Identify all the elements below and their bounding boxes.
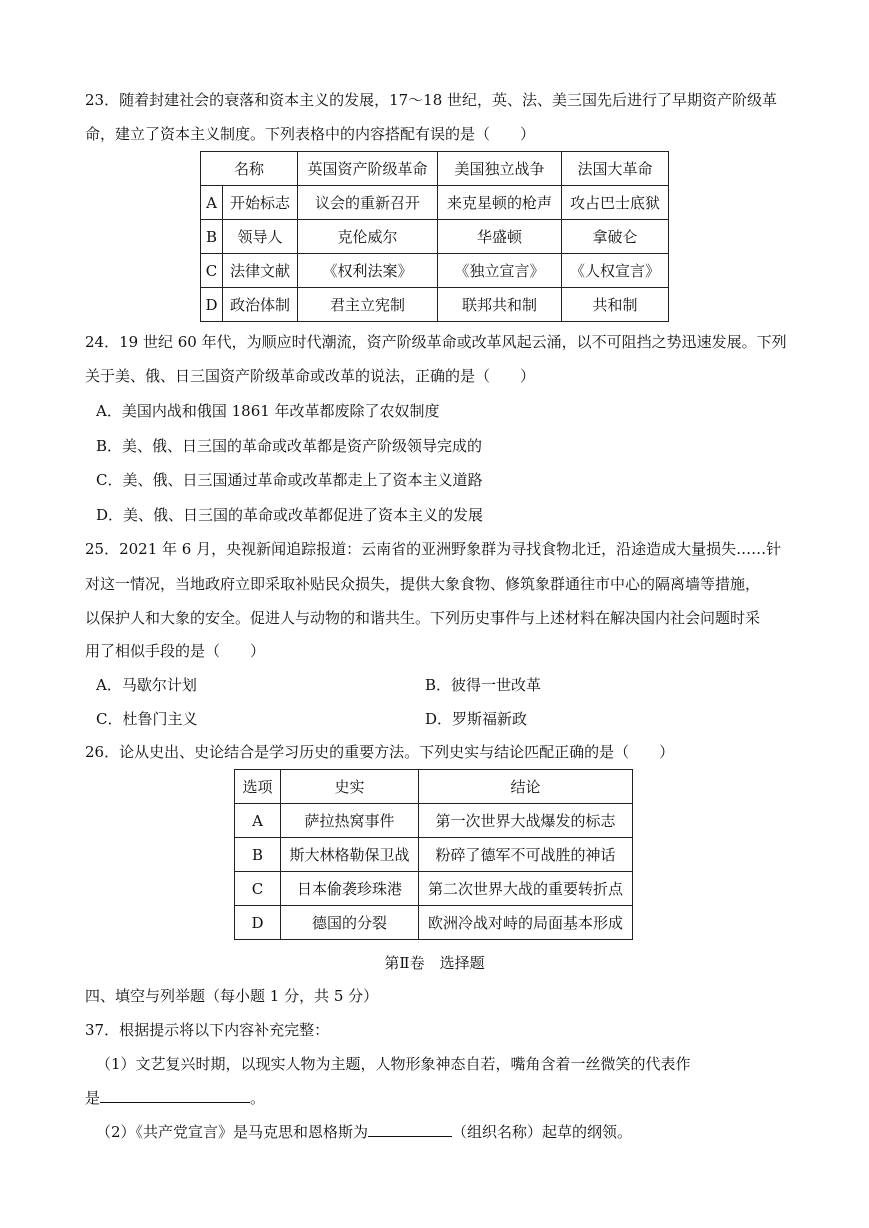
table-cell: 粉碎了德军不可战胜的神话 — [419, 838, 633, 872]
table-row — [201, 220, 669, 254]
q26-table — [234, 769, 633, 940]
header-cell: 美国独立战争 — [438, 152, 562, 186]
q25-stem-line1: 25．2021 年 6 月，央视新闻追踪报道：云南省的亚洲野象群为寻找食物北迁，沿途造成大量损失……针 — [85, 540, 782, 558]
q23-table — [200, 151, 669, 322]
header-cell: 法国大革命 — [562, 152, 669, 186]
option-cell: C — [201, 254, 223, 288]
q37-part1-suffix: 。 — [250, 1089, 266, 1107]
q25-option-c: C．杜鲁门主义 — [96, 710, 198, 728]
q23-stem-line2: 命，建立了资本主义制度。下列表格中的内容搭配有误的是（ ） — [85, 125, 536, 143]
table-row — [201, 254, 669, 288]
table-cell: 法律文献 — [223, 254, 298, 288]
option-cell: D — [235, 906, 281, 940]
option-cell: A — [201, 186, 223, 220]
q25-option-b: B．彼得一世改革 — [425, 676, 542, 694]
option-cell: B — [235, 838, 281, 872]
q37-part1-line1: （1）文艺复兴时期，以现实人物为主题，人物形象神态自若，嘴角含着一丝微笑的代表作 — [96, 1055, 691, 1073]
q37-part2-suffix: （组织名称）起草的纲领。 — [452, 1123, 633, 1141]
table-cell: 攻占巴士底狱 — [562, 186, 669, 220]
table-row — [201, 288, 669, 322]
table-cell: 议会的重新召开 — [298, 186, 438, 220]
table-header-row — [235, 770, 633, 804]
section-title: 第Ⅱ卷 选择题 — [384, 954, 485, 972]
table-cell: 开始标志 — [223, 186, 298, 220]
q37-stem: 37．根据提示将以下内容补充完整： — [85, 1021, 330, 1039]
q37-part2-prefix: （2）《共产党宣言》是马克思和恩格斯为 — [96, 1123, 369, 1141]
option-cell: A — [235, 804, 281, 838]
option-cell: D — [201, 288, 223, 322]
table-cell: 第一次世界大战爆发的标志 — [419, 804, 633, 838]
q25-stem-line4: 用了相似手段的是（ ） — [85, 642, 266, 660]
table-cell: 君主立宪制 — [298, 288, 438, 322]
table-cell: 领导人 — [223, 220, 298, 254]
q24-stem-line2: 关于美、俄、日三国资产阶级革命或改革的说法，正确的是（ ） — [85, 367, 536, 385]
q26-stem: 26．论从史出、史论结合是学习历史的重要方法。下列史实与结论匹配正确的是（ ） — [85, 743, 675, 761]
table-cell: 来克星顿的枪声 — [438, 186, 562, 220]
table-row — [235, 838, 633, 872]
q37-part1-line2 — [85, 1088, 265, 1108]
table-cell: 《权利法案》 — [298, 254, 438, 288]
table-cell: 联邦共和制 — [438, 288, 562, 322]
header-cell: 史实 — [281, 770, 419, 804]
table-cell: 克伦威尔 — [298, 220, 438, 254]
section-heading: 四、填空与列举题（每小题 1 分，共 5 分） — [85, 987, 379, 1005]
table-cell: 政治体制 — [223, 288, 298, 322]
table-cell: 第二次世界大战的重要转折点 — [419, 872, 633, 906]
q25-stem-line2: 对这一情况，当地政府立即采取补贴民众损失，提供大象食物、修筑象群通往市中心的隔离墙等措施， — [85, 575, 761, 593]
table-row — [235, 872, 633, 906]
q25-stem-line3: 以保护人和大象的安全。促进人与动物的和谐共生。下列历史事件与上述材料在解决国内社会问题时采 — [85, 609, 761, 627]
table-cell: 德国的分裂 — [281, 906, 419, 940]
table-cell: 斯大林格勒保卫战 — [281, 838, 419, 872]
q24-option-a: A．美国内战和俄国 1861 年改革都废除了农奴制度 — [96, 402, 440, 420]
option-cell: C — [235, 872, 281, 906]
option-cell: B — [201, 220, 223, 254]
q37-part1-prefix: 是 — [85, 1089, 101, 1107]
table-cell: 拿破仑 — [562, 220, 669, 254]
table-cell: 欧洲冷战对峙的局面基本形成 — [419, 906, 633, 940]
table-cell: 华盛顿 — [438, 220, 562, 254]
q25-option-d: D．罗斯福新政 — [425, 710, 528, 728]
q24-option-c: C．美、俄、日三国通过革命或改革都走上了资本主义道路 — [96, 471, 483, 489]
q24-stem-line1: 24．19 世纪 60 年代，为顺应时代潮流，资产阶级革命或改革风起云涌，以不可阻挡之势迅速发展。下列 — [85, 333, 787, 351]
header-cell: 结论 — [419, 770, 633, 804]
q24-option-b: B．美、俄、日三国的革命或改革都是资产阶级领导完成的 — [96, 437, 483, 455]
answer-blank-1[interactable] — [100, 1088, 250, 1103]
header-cell: 名称 — [201, 152, 298, 186]
table-header-row — [201, 152, 669, 186]
table-row — [235, 906, 633, 940]
header-cell: 选项 — [235, 770, 281, 804]
q25-option-a: A．马歇尔计划 — [96, 676, 197, 694]
header-cell: 英国资产阶级革命 — [298, 152, 438, 186]
table-cell: 《独立宣言》 — [438, 254, 562, 288]
table-row — [235, 804, 633, 838]
table-cell: 日本偷袭珍珠港 — [281, 872, 419, 906]
q23-stem-line1: 23．随着封建社会的衰落和资本主义的发展，17～18 世纪，英、法、美三国先后进行了早期资产阶级革 — [85, 91, 778, 109]
table-cell: 《人权宣言》 — [562, 254, 669, 288]
q24-option-d: D．美、俄、日三国的革命或改革都促进了资本主义的发展 — [96, 506, 484, 524]
table-cell: 萨拉热窝事件 — [281, 804, 419, 838]
table-row — [201, 186, 669, 220]
table-cell: 共和制 — [562, 288, 669, 322]
answer-blank-2[interactable] — [368, 1122, 452, 1137]
q37-part2 — [96, 1122, 632, 1142]
